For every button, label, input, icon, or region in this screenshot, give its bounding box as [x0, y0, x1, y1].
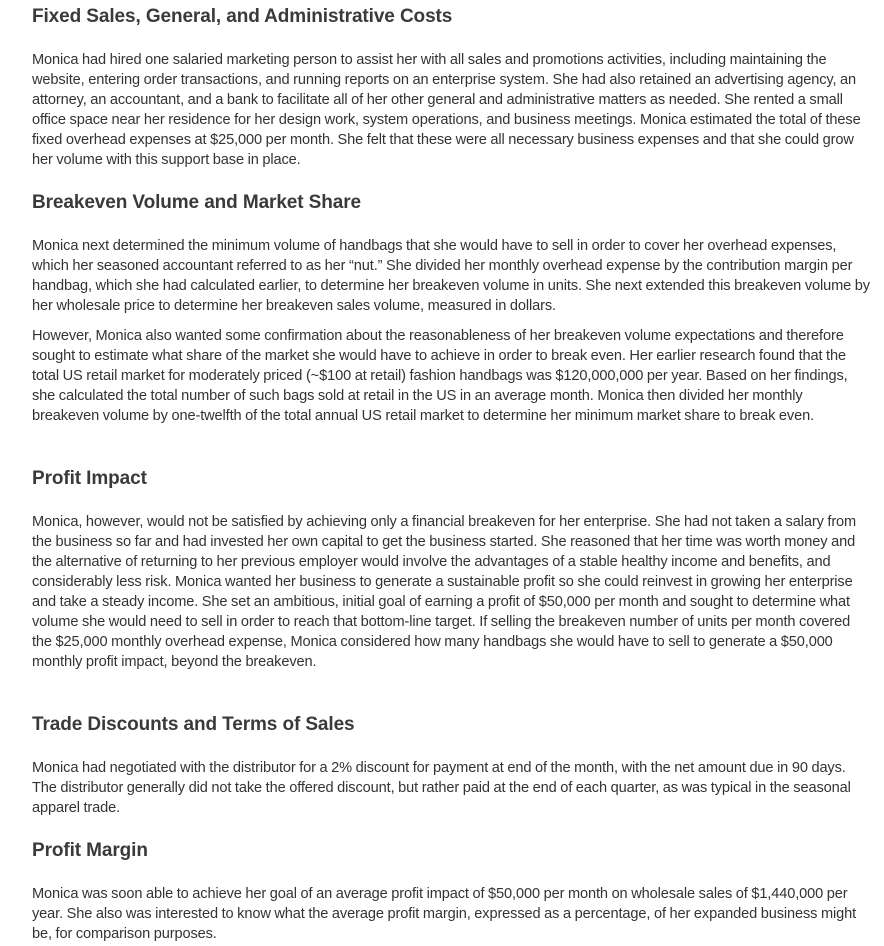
- section-title-breakeven: Breakeven Volume and Market Share: [32, 192, 361, 213]
- section-title-fixed-costs: Fixed Sales, General, and Administrative Costs: [32, 6, 453, 27]
- paragraph-profit-impact: Monica, however, would not be satisfied by achieving only a financial breakeven for her enterprise. She had not taken a salary from the business so far and had invested her own capital to get the business started. She reasoned that her time was worth money and the alternative of returning to her previous employer would involve the advantages of a stable healthy income and benefits, and considerably less risk. Monica wanted her business to generate a sustainable profit so she could reinvest in growing her enterprise and take a steady income. She set an ambitious, initial goal of earning a profit of $50,000 per month and sought to determine what volume she would need to sell in order to reach that bottom-line target. If selling the breakeven number of units per month covered the $25,000 monthly overhead expense, Monica considered how many handbags she would have to sell to generate a $50,000 monthly profit impact, beyond the breakeven.: [32, 514, 857, 670]
- paragraph-breakeven-volume: Monica next determined the minimum volume of handbags that she would have to sell in order to cover her overhead expenses, which her seasoned accountant referred to as her “nut.” She divided her monthly overhead expense by the contribution margin per handbag, which she had calculated earlier, to determine her breakeven volume in units. She next extended this breakeven volume by her wholesale price to determine her breakeven sales volume, measured in dollars.: [32, 238, 870, 314]
- section-title-profit-impact: Profit Impact: [32, 468, 147, 489]
- paragraph-trade-discounts: Monica had negotiated with the distributor for a 2% discount for payment at end of the month, with the net amount due in 90 days. The distributor generally did not take the offered discount, but rather paid at the end of each quarter, as was typical in the seasonal apparel trade.: [32, 760, 851, 816]
- paragraph-fixed-costs: Monica had hired one salaried marketing person to assist her with all sales and promotions activities, including maintaining the website, entering order transactions, and running reports on an enterprise system. She had also retained an advertising agency, an attorney, an accountant, and a bank to facilitate all of her other general and administrative matters as needed. She rented a small office space near her residence for her design work, system operations, and business meetings. Monica estimated the total of these fixed overhead expenses at $25,000 per month. She felt that these were all necessary business expenses and that she could grow her volume with this support base in place.: [32, 52, 861, 168]
- section-title-profit-margin: Profit Margin: [32, 840, 148, 861]
- paragraph-market-share: However, Monica also wanted some confirmation about the reasonableness of her breakeven volume expectations and therefore sought to estimate what share of the market she would have to achieve in order to break even. Her earlier research found that the total US retail market for moderately priced (~$100 at retail) fashion handbags was $120,000,000 per year. Based on her findings, she calculated the total number of such bags sold at retail in the US in an average month. Monica then divided her monthly breakeven volume by one-twelfth of the total annual US retail market to determine her minimum market share to break even.: [32, 328, 848, 424]
- paragraph-profit-margin: Monica was soon able to achieve her goal of an average profit impact of $50,000 per month on wholesale sales of $1,440,000 per year. She also was interested to know what the average profit margin, expressed as a percentage, of her expanded business might be, for comparison purposes.: [32, 886, 857, 942]
- section-title-trade-discounts: Trade Discounts and Terms of Sales: [32, 714, 355, 735]
